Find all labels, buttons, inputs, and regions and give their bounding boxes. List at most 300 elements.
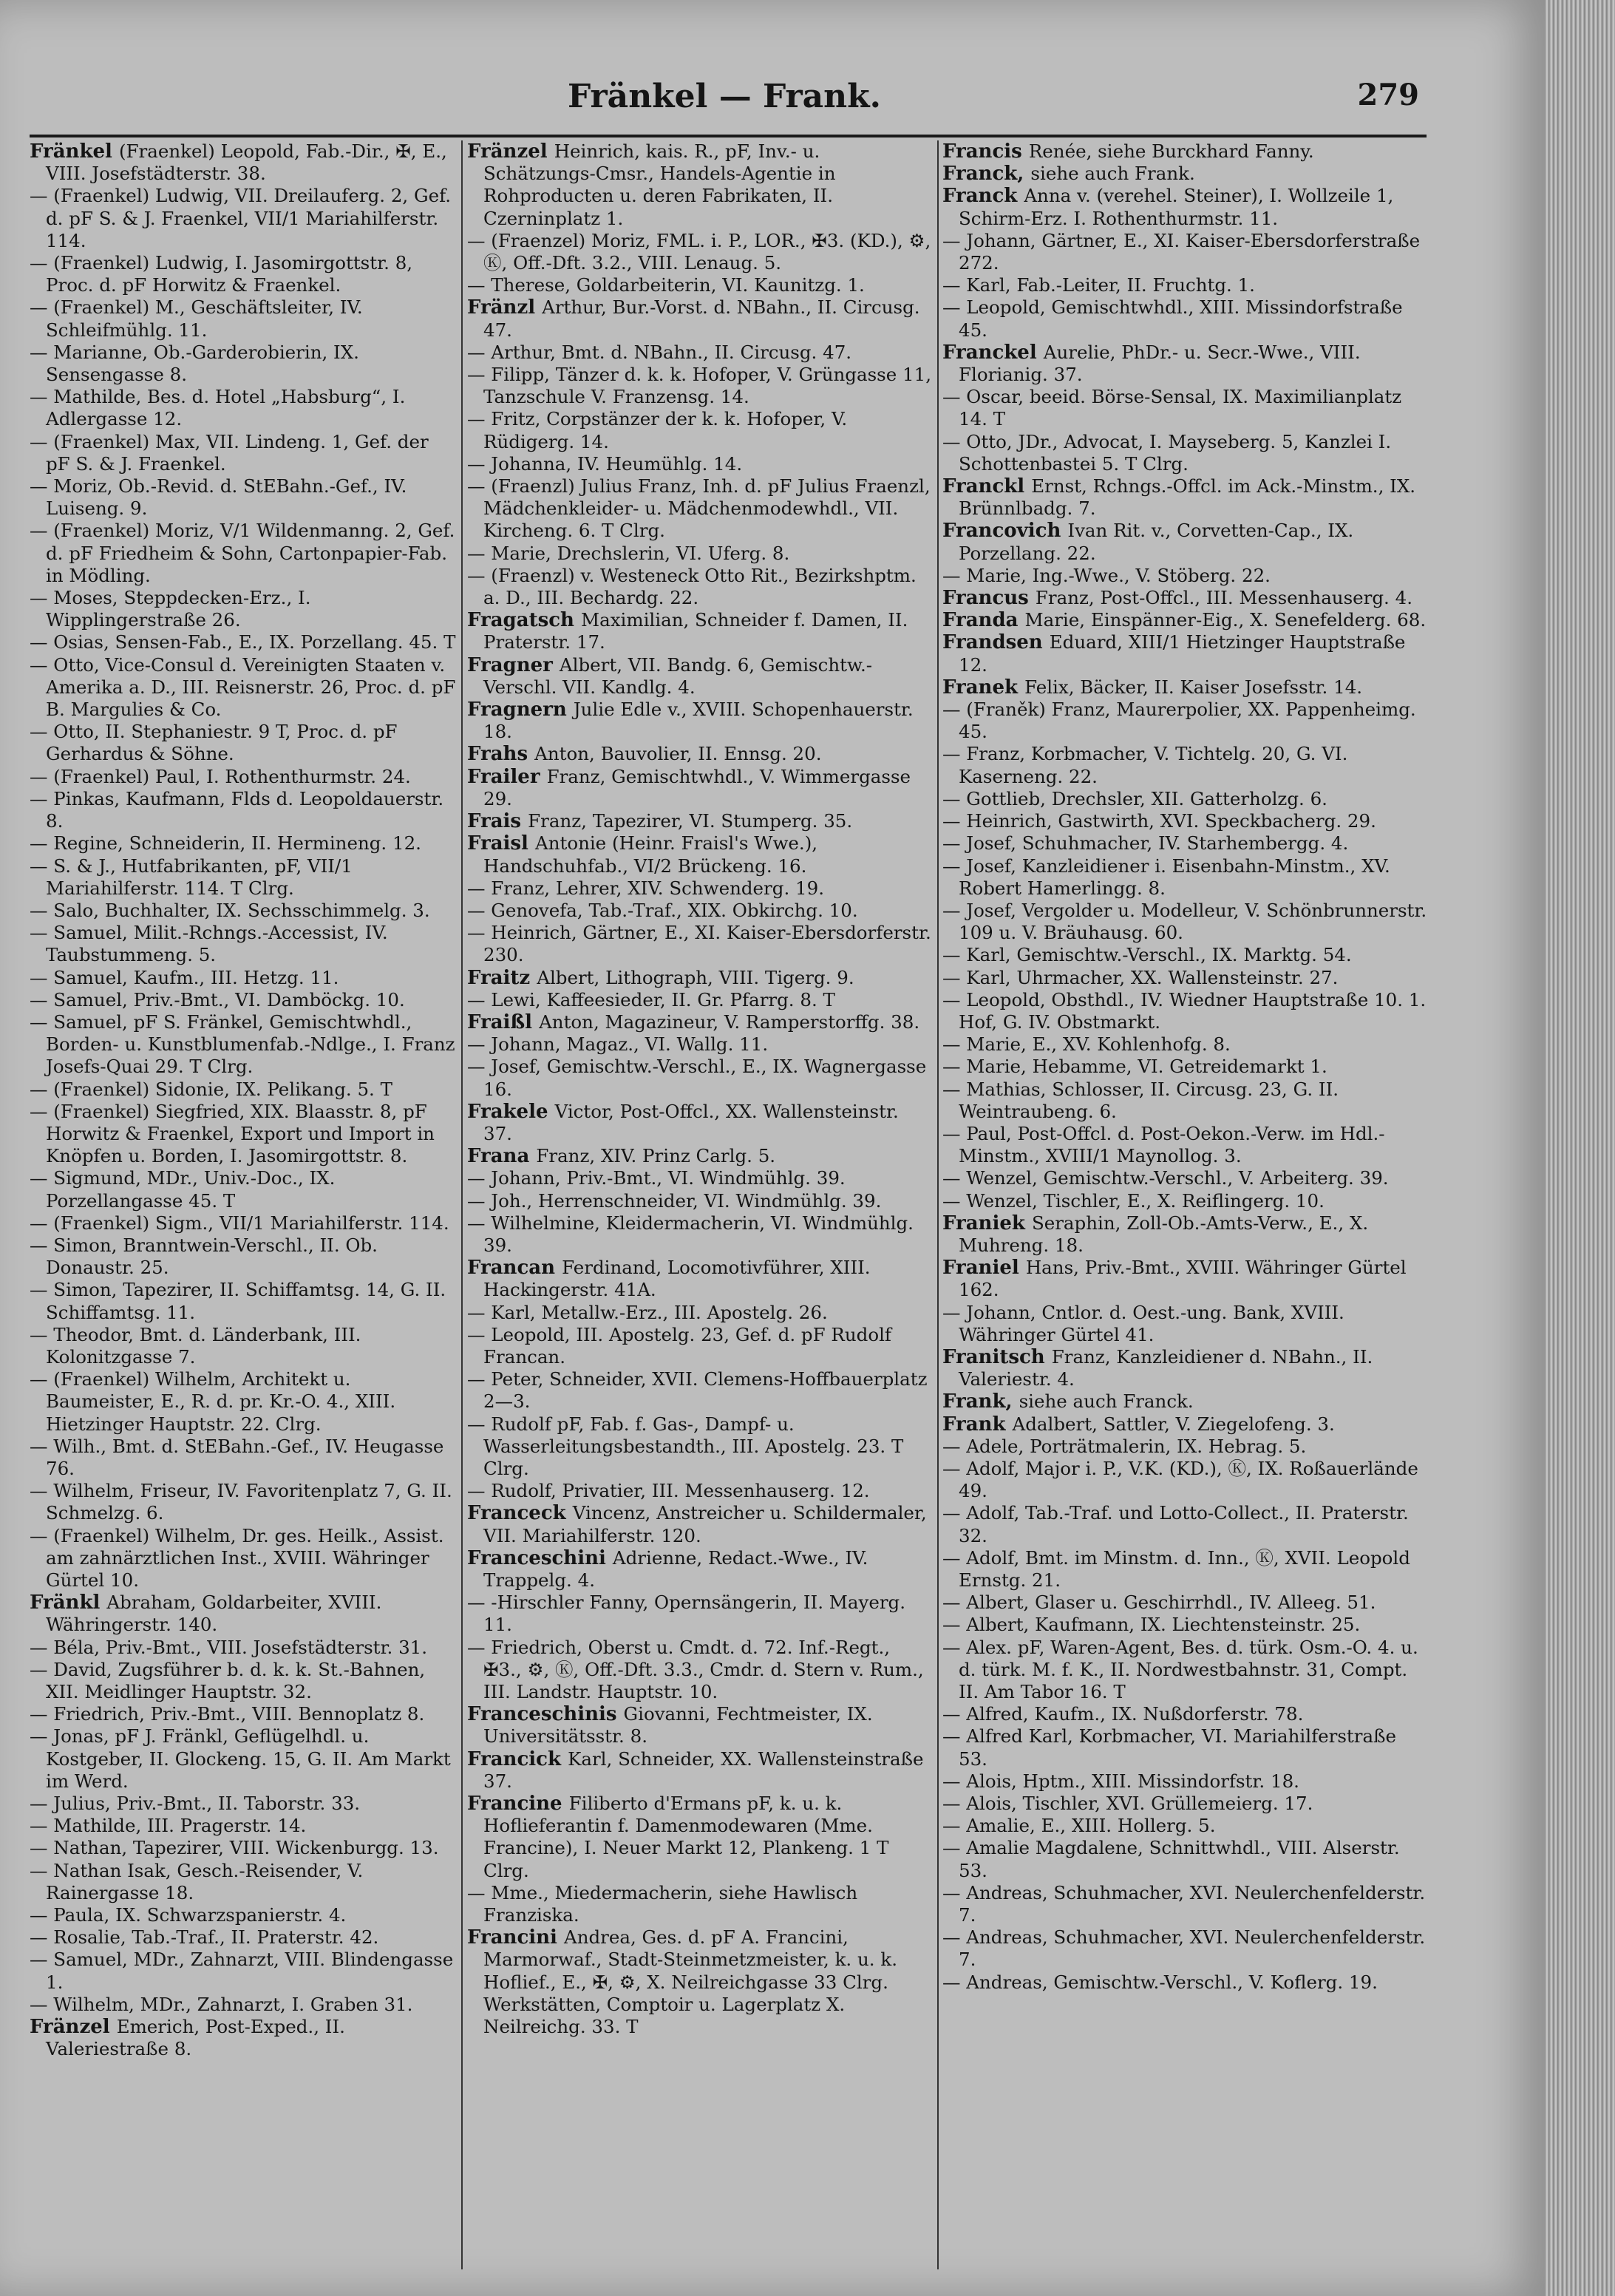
entry-text: Antonie (Heinr. Fraisl's Wwe.), Handschuhfab., VI/2 Brückeng. 16. xyxy=(483,832,818,877)
entry-text: — Otto, II. Stephaniestr. 9 T, Proc. d. pF Gerhardus & Söhne. xyxy=(30,721,398,765)
entry-text: — Wilhelm, MDr., Zahnarzt, I. Graben 31. xyxy=(30,1993,413,2015)
directory-entry xyxy=(30,296,458,341)
directory-entry xyxy=(30,788,458,832)
directory-entry xyxy=(30,1637,458,1659)
entry-text: — Otto, JDr., Advocat, I. Mayseberg. 5, Kanzlei I. Schottenbastei 5. T Clrg. xyxy=(942,430,1392,475)
directory-entry xyxy=(30,386,458,430)
entry-text: — Samuel, Milit.-Rchngs.-Accessist, IV. Taubstummeng. 5. xyxy=(30,922,388,966)
entry-text: — Regine, Schneiderin, II. Hermineng. 12. xyxy=(30,832,421,855)
entry-surname: Franda xyxy=(942,609,1025,632)
entry-text: Anna v. (verehel. Steiner), I. Wollzeile 1, Schirm-Erz. I. Rothenthurmstr. 11. xyxy=(959,185,1394,229)
directory-entry xyxy=(467,565,933,609)
directory-entry xyxy=(942,587,1430,609)
directory-entry xyxy=(942,1413,1430,1436)
directory-entry xyxy=(467,1882,933,1926)
directory-entry xyxy=(467,408,933,452)
entry-text: Arthur, Bur.-Vorst. d. NBahn., II. Circusg. 47. xyxy=(483,296,920,341)
entry-surname: Franiek xyxy=(942,1212,1032,1234)
directory-entry xyxy=(942,431,1430,475)
entry-text: — Johanna, IV. Heumühlg. 14. xyxy=(467,452,743,475)
directory-entry xyxy=(942,631,1430,676)
entry-text: — Josef, Kanzleidiener i. Eisenbahn-Minstm., XV. Robert Hamerlingg. 8. xyxy=(942,855,1390,899)
entry-text: — Johann, Priv.-Bmt., VI. Windmühlg. 39. xyxy=(467,1167,846,1189)
entry-text: — David, Zugsführer b. d. k. k. St.-Bahnen, XII. Meidlinger Hauptstr. 32. xyxy=(30,1658,426,1703)
entry-text: — Nathan Isak, Gesch.-Reisender, V. Rainergasse 18. xyxy=(30,1859,364,1903)
directory-entry xyxy=(30,967,458,989)
entry-text: Eduard, XIII/1 Hietzinger Hauptstraße 12. xyxy=(959,631,1406,676)
directory-entry xyxy=(467,699,933,743)
directory-entry xyxy=(30,1659,458,1703)
directory-entry xyxy=(942,855,1430,900)
entry-text: — Simon, Tapezirer, II. Schiffamtsg. 14, G. II. Schiffamtsg. 11. xyxy=(30,1279,446,1323)
entry-text: Felix, Bäcker, II. Kaiser Josefsstr. 14. xyxy=(1024,676,1363,698)
directory-entry xyxy=(30,1011,458,1079)
directory-entry xyxy=(942,1458,1430,1502)
directory-entry xyxy=(467,1926,933,2038)
entry-text: — Amalie Magdalene, Schnittwhdl., VIII. Alserstr. 53. xyxy=(942,1837,1400,1881)
entry-surname: Frahs xyxy=(467,743,535,766)
directory-entry xyxy=(30,520,458,587)
entry-text: — Filipp, Tänzer d. k. k. Hofoper, V. Grüngasse 11, Tanzschule V. Franzensg. 14. xyxy=(467,364,931,408)
directory-entry xyxy=(942,230,1430,274)
entry-text: Seraphin, Zoll-Ob.-Amts-Verw., E., X. Muhreng. 18. xyxy=(959,1212,1369,1256)
directory-entry xyxy=(942,1190,1430,1212)
entry-text: — (Fraenzel) Moriz, FML. i. P., LOR., ✠3. (KD.), ⚙, Ⓚ, Off.-Dft. 3.2., VIII. Lenaug. 5. xyxy=(467,229,931,274)
directory-entry xyxy=(467,654,933,699)
directory-entry xyxy=(30,1793,458,1815)
directory-entry xyxy=(942,185,1430,229)
directory-entry xyxy=(942,1033,1430,1056)
entry-text: — Andreas, Gemischtw.-Verschl., V. Koflerg. 19. xyxy=(942,1971,1378,1993)
directory-entry xyxy=(30,1703,458,1725)
entry-text: Franz, Kanzleidiener d. NBahn., II. Valeriestr. 4. xyxy=(959,1345,1373,1390)
directory-entry xyxy=(30,1212,458,1234)
directory-entry xyxy=(467,342,933,364)
entry-text: Ferdinand, Locomotivführer, XIII. Hackingerstr. 41A. xyxy=(483,1257,871,1301)
directory-entry xyxy=(30,631,458,653)
entry-surname: Francus xyxy=(942,587,1036,610)
directory-entry xyxy=(467,475,933,543)
directory-entry xyxy=(30,1525,458,1592)
directory-entry xyxy=(467,1257,933,1301)
entry-text: — (Fraenzl) Julius Franz, Inh. d. pF Julius Fraenzl, Mädchenkleider- u. Mädchenmodewhdl., VII. Kircheng. 6. T Clrg. xyxy=(467,475,931,542)
entry-text: — Moriz, Ob.-Revid. d. StEBahn.-Gef., IV. Luiseng. 9. xyxy=(30,475,407,520)
entry-surname: Franck xyxy=(942,185,1024,208)
entry-text: — (Fraenkel) Moriz, V/1 Wildenmanng. 2, Gef. d. pF Friedheim & Sohn, Cartonpapier-Fab. in Mödling. xyxy=(30,520,455,586)
directory-entry xyxy=(30,475,458,520)
directory-entry xyxy=(942,1056,1430,1078)
directory-entry xyxy=(30,1837,458,1859)
entry-text: siehe auch Franck. xyxy=(1019,1390,1194,1413)
directory-entry xyxy=(942,1436,1430,1458)
directory-entry xyxy=(467,1056,933,1100)
entry-text: — (Fraenkel) Sigm., VII/1 Mariahilferstr. 114. xyxy=(30,1212,449,1234)
directory-entry xyxy=(942,1637,1430,1704)
column-divider xyxy=(937,140,939,2269)
directory-entry xyxy=(30,1480,458,1524)
directory-entry xyxy=(942,1212,1430,1257)
entry-text: — Andreas, Schuhmacher, XVI. Neulerchenfelderstr. 7. xyxy=(942,1881,1426,1926)
entry-text: — Samuel, MDr., Zahnarzt, VIII. Blindengasse 1. xyxy=(30,1949,454,1993)
directory-entry xyxy=(467,810,933,832)
directory-entry xyxy=(30,252,458,296)
entry-text: Filiberto d'Ermans pF, k. u. k. Hoflieferantin f. Damenmodewaren (Mme. Francine), I. Neuer Markt 12, Plankeng. 1 T Clrg. xyxy=(483,1793,889,1881)
book-page-edge xyxy=(1545,0,1615,2296)
entry-text: — Rudolf, Privatier, III. Messenhauserg. 12. xyxy=(467,1480,870,1502)
entry-surname: Franckel xyxy=(942,341,1044,364)
directory-entry xyxy=(942,1079,1430,1123)
directory-entry xyxy=(942,520,1430,564)
entry-text: — Pinkas, Kaufmann, Flds d. Leopoldauerstr. 8. xyxy=(30,787,444,832)
directory-entry xyxy=(942,1614,1430,1636)
entry-surname: Frais xyxy=(467,810,528,833)
entry-surname: Fraißl xyxy=(467,1011,540,1033)
directory-entry xyxy=(467,1368,933,1413)
entry-surname: Francine xyxy=(467,1793,569,1816)
directory-entry xyxy=(942,1502,1430,1546)
directory-entry xyxy=(30,342,458,386)
directory-entry xyxy=(942,743,1430,787)
entry-text: — Mathias, Schlosser, II. Circusg. 23, G. II. Weintraubeng. 6. xyxy=(942,1078,1339,1122)
entry-text: — Wilh., Bmt. d. StEBahn.-Gef., IV. Heugasse 76. xyxy=(30,1435,444,1479)
entry-text: — Leopold, Obsthdl., IV. Wiedner Hauptstraße 10. 1. Hof, G. IV. Obstmarkt. xyxy=(942,988,1427,1033)
directory-entry xyxy=(30,1860,458,1904)
directory-entry xyxy=(467,900,933,922)
page-header xyxy=(30,70,1419,129)
entry-text: Albert, VII. Bandg. 6, Gemischtw.-Verschl. VII. Kandlg. 4. xyxy=(483,653,873,698)
entry-surname: Franek xyxy=(942,676,1025,699)
entry-text: — (Fraenkel) Max, VII. Lindeng. 1, Gef. der pF S. & J. Fraenkel. xyxy=(30,430,429,475)
directory-entry xyxy=(942,163,1430,185)
entry-surname: Franceschinis xyxy=(467,1703,624,1726)
entry-surname: Frank xyxy=(942,1413,1013,1436)
directory-entry xyxy=(942,832,1430,855)
entry-text: Anton, Bauvolier, II. Ennsg. 20. xyxy=(534,743,822,765)
directory-entry xyxy=(467,989,933,1011)
directory-entry xyxy=(942,1837,1430,1881)
directory-entry xyxy=(467,1413,933,1481)
entry-text: — Friedrich, Priv.-Bmt., VIII. Bennoplatz 8. xyxy=(30,1703,425,1725)
directory-entry xyxy=(30,1815,458,1837)
directory-entry xyxy=(467,1324,933,1368)
directory-entry xyxy=(942,296,1430,341)
directory-entry xyxy=(942,788,1430,810)
entry-text: — Albert, Glaser u. Geschirrhdl., IV. Alleeg. 51. xyxy=(942,1592,1376,1614)
entry-text: — (Fraenkel) Ludwig, I. Jasomirgottstr. 8, Proc. d. pF Horwitz & Fraenkel. xyxy=(30,252,413,296)
entry-surname: Francan xyxy=(467,1257,562,1280)
entry-text: Karl, Schneider, XX. Wallensteinstraße 37. xyxy=(483,1748,924,1792)
entry-text: — -Hirschler Fanny, Opernsängerin, II. Mayerg. 11. xyxy=(467,1592,906,1636)
entry-surname: Francovich xyxy=(942,520,1068,543)
entry-text: — (Fraenkel) Sidonie, IX. Pelikang. 5. T xyxy=(30,1078,392,1100)
entry-text: (Fraenkel) Leopold, Fab.-Dir., ✠, E., VIII. Josefstädterstr. 38. xyxy=(46,140,447,185)
entry-text: — Samuel, Kaufm., III. Hetzg. 11. xyxy=(30,966,339,988)
entry-text: — Andreas, Schuhmacher, XVI. Neulerchenfelderstr. 7. xyxy=(942,1926,1426,1971)
entry-text: — Albert, Kaufmann, IX. Liechtensteinstr. 25. xyxy=(942,1614,1361,1636)
entry-text: Franz, Tapezirer, VI. Stumperg. 35. xyxy=(528,810,853,832)
entry-text: — Rosalie, Tab.-Traf., II. Praterstr. 42. xyxy=(30,1926,379,1949)
directory-entry xyxy=(467,832,933,877)
entry-text: Franz, Post-Offcl., III. Messenhauserg. 4. xyxy=(1035,587,1413,609)
entry-text: — Alfred Karl, Korbmacher, VI. Mariahilferstraße 53. xyxy=(942,1725,1396,1770)
directory-entry xyxy=(467,453,933,475)
directory-entry xyxy=(942,810,1430,832)
entry-text: — Arthur, Bmt. d. NBahn., II. Circusg. 47. xyxy=(467,341,852,363)
entry-text: — Alex. pF, Waren-Agent, Bes. d. türk. Osm.-O. 4. u. d. türk. M. f. K., II. Nordwestbahnstr. 31, Compt. II. Am Tabor 16. T xyxy=(942,1636,1418,1703)
entry-surname: Franckl xyxy=(942,475,1032,498)
entry-text: — Paula, IX. Schwarzspanierstr. 4. xyxy=(30,1904,347,1926)
directory-entry xyxy=(942,274,1430,296)
entry-text: — Adele, Porträtmalerin, IX. Hebrag. 5. xyxy=(942,1435,1307,1457)
entry-text: siehe auch Frank. xyxy=(1030,163,1195,185)
directory-entry xyxy=(942,609,1430,631)
entry-text: Julie Edle v., XVIII. Schopenhauerstr. 18. xyxy=(483,699,914,743)
running-title: Fränkel — Frank. xyxy=(568,78,881,115)
entry-text: — Nathan, Tapezirer, VIII. Wickenburgg. 13. xyxy=(30,1837,439,1859)
entry-text: — Marianne, Ob.-Garderobierin, IX. Sensengasse 8. xyxy=(30,341,359,386)
entry-text: Ivan Rit. v., Corvetten-Cap., IX. Porzellang. 22. xyxy=(959,520,1354,564)
entry-text: — Julius, Priv.-Bmt., II. Taborstr. 33. xyxy=(30,1793,361,1815)
directory-entry xyxy=(467,1033,933,1056)
entry-text: — Osias, Sensen-Fab., E., IX. Porzellang. 45. T xyxy=(30,631,456,653)
directory-entry xyxy=(467,1011,933,1033)
entry-text: — Joh., Herrenschneider, VI. Windmühlg. 39. xyxy=(467,1189,882,1212)
entry-text: Giovanni, Fechtmeister, IX. Universitätsstr. 8. xyxy=(483,1703,873,1748)
entry-text: — Mme., Miedermacherin, siehe Hawlisch Franziska. xyxy=(467,1881,858,1926)
entry-text: — Fritz, Corpstänzer der k. k. Hofoper, V. Rüdigerg. 14. xyxy=(467,408,848,452)
entry-text: — Samuel, pF S. Fränkel, Gemischtwhdl., Borden- u. Kunstblumenfab.-Ndlge., I. Franz Josefs-Quai 29. T Clrg. xyxy=(30,1011,455,1078)
column-3 xyxy=(942,140,1430,2269)
directory-entry xyxy=(467,1703,933,1748)
directory-entry xyxy=(30,1368,458,1436)
entry-text: — Friedrich, Oberst u. Cmdt. d. 72. Inf.-Regt., ✠3., ⚙, Ⓚ, Off.-Dft. 3.3., Cmdr. d. Stern v. Rum., III. Landstr. Hauptstr. 10. xyxy=(467,1636,924,1703)
directory-entry xyxy=(942,944,1430,966)
entry-surname: Fränkel xyxy=(30,140,119,163)
column-divider xyxy=(461,140,463,2269)
entry-text: — Marie, Ing.-Wwe., V. Stöberg. 22. xyxy=(942,564,1271,586)
directory-entry xyxy=(942,967,1430,989)
directory-entry xyxy=(467,922,933,966)
directory-entry xyxy=(30,587,458,631)
directory-entry xyxy=(30,1436,458,1480)
directory-entry xyxy=(942,1257,1430,1301)
entry-text: — Josef, Gemischtw.-Verschl., E., IX. Wagnergasse 16. xyxy=(467,1056,927,1100)
directory-entry xyxy=(942,699,1430,743)
entry-text: Emerich, Post-Exped., II. Valeriestraße 8. xyxy=(46,2016,345,2060)
directory-entry xyxy=(467,1547,933,1592)
directory-entry xyxy=(467,766,933,810)
entry-text: — Wenzel, Gemischtw.-Verschl., V. Arbeiterg. 39. xyxy=(942,1167,1389,1189)
directory-entry xyxy=(467,140,933,230)
entry-text: — Adolf, Bmt. im Minstm. d. Inn., Ⓚ, XVII. Leopold Ernstg. 21. xyxy=(942,1546,1410,1591)
entry-text: — Karl, Metallw.-Erz., III. Apostelg. 26. xyxy=(467,1301,828,1323)
entry-text: — Johann, Cntlor. d. Oest.-ung. Bank, XVIII. Währinger Gürtel 41. xyxy=(942,1301,1344,1345)
directory-entry xyxy=(942,565,1430,587)
directory-entry xyxy=(942,1592,1430,1614)
page-number: 279 xyxy=(1357,78,1419,112)
entry-text: — (Fraenkel) Paul, I. Rothenthurmstr. 24. xyxy=(30,765,411,787)
directory-entry xyxy=(467,1212,933,1257)
entry-text: — Johann, Magaz., VI. Wallg. 11. xyxy=(467,1033,769,1056)
entry-text: — Béla, Priv.-Bmt., VIII. Josefstädterstr. 31. xyxy=(30,1636,428,1658)
directory-entry xyxy=(30,1949,458,1993)
directory-entry xyxy=(467,1302,933,1324)
entry-text: — Mathilde, Bes. d. Hotel „Habsburg“, I. Adlergasse 12. xyxy=(30,386,406,430)
directory-entry xyxy=(467,1145,933,1167)
entry-text: — Jonas, pF J. Fränkl, Geflügelhdl. u. Kostgeber, II. Glockeng. 15, G. II. Am Markt im Werd. xyxy=(30,1725,451,1792)
directory-entry xyxy=(467,274,933,296)
entry-text: — Adolf, Tab.-Traf. und Lotto-Collect., II. Praterstr. 32. xyxy=(942,1502,1409,1546)
directory-entry xyxy=(942,1926,1430,1971)
entry-text: Aurelie, PhDr.- u. Secr.-Wwe., VIII. Florianig. 37. xyxy=(959,341,1361,386)
entry-text: — S. & J., Hutfabrikanten, pF, VII/1 Mariahilferstr. 114. T Clrg. xyxy=(30,855,353,899)
directory-entry xyxy=(467,1190,933,1212)
directory-entry xyxy=(30,2016,458,2060)
directory-entry xyxy=(467,1167,933,1189)
directory-entry xyxy=(30,1079,458,1101)
entry-text: — Peter, Schneider, XVII. Clemens-Hoffbauerplatz 2—3. xyxy=(467,1368,928,1413)
directory-entry xyxy=(467,877,933,900)
entry-text: — Leopold, III. Apostelg. 23, Gef. d. pF Rudolf Francan. xyxy=(467,1323,891,1368)
entry-text: — Franz, Korbmacher, V. Tichtelg. 20, G. VI. Kaserneng. 22. xyxy=(942,743,1348,787)
directory-entry xyxy=(942,1770,1430,1793)
entry-text: Andrea, Ges. d. pF A. Francini, Marmorwaf., Stadt-Steinmetzmeister, k. u. k. Hoflief., E., ✠, ⚙, X. Neilreichgasse 33 Clrg. Werkstätten, Comptoir u. Lagerplatz X. Neilreichg. 33. T xyxy=(483,1926,897,2038)
entry-text: — Alois, Hptm., XIII. Missindorfstr. 18. xyxy=(942,1770,1299,1792)
entry-surname: Fraisl xyxy=(467,832,535,855)
directory-entry xyxy=(467,296,933,341)
directory-entry xyxy=(467,230,933,274)
directory-entry xyxy=(942,1302,1430,1346)
entry-text: Renée, siehe Burckhard Fanny. xyxy=(1028,140,1314,162)
column-2 xyxy=(467,140,933,2269)
directory-entry xyxy=(942,1346,1430,1390)
directory-entry xyxy=(30,1234,458,1279)
directory-entry xyxy=(942,1123,1430,1167)
directory-entry xyxy=(942,989,1430,1033)
entry-text: Adalbert, Sattler, V. Ziegelofeng. 3. xyxy=(1012,1413,1335,1435)
entry-text: Anton, Magazineur, V. Ramperstorffg. 38. xyxy=(539,1011,920,1033)
directory-entry xyxy=(30,1167,458,1212)
entry-text: Franz, Gemischtwhdl., V. Wimmergasse 29. xyxy=(483,765,911,809)
entry-surname: Franitsch xyxy=(942,1345,1052,1368)
entry-text: — Johann, Gärtner, E., XI. Kaiser-Ebersdorferstraße 272. xyxy=(942,229,1421,274)
directory-entry xyxy=(467,1502,933,1546)
entry-surname: Francis xyxy=(942,140,1029,163)
entry-text: — Otto, Vice-Consul d. Vereinigten Staaten v. Amerika a. D., III. Reisnerstr. 26, Proc. d. pF B. Margulies & Co. xyxy=(30,653,456,721)
entry-text: — (Fraenkel) M., Geschäftsleiter, IV. Schleifmühlg. 11. xyxy=(30,296,363,341)
entry-text: — (Fraenkel) Siegfried, XIX. Blaasstr. 8, pF Horwitz & Fraenkel, Export und Import in Knöpfen u. Borden, I. Jasomirgottstr. 8. xyxy=(30,1100,435,1167)
entry-surname: Frana xyxy=(467,1145,537,1168)
directory-entry xyxy=(30,766,458,788)
entry-text: — Sigmund, MDr., Univ.-Doc., IX. Porzellangasse 45. T xyxy=(30,1167,336,1212)
entry-text: — Karl, Gemischtw.-Verschl., IX. Marktg. 54. xyxy=(942,944,1352,966)
directory-entry xyxy=(942,1703,1430,1725)
directory-entry xyxy=(942,1882,1430,1926)
entry-surname: Fränzel xyxy=(467,140,554,163)
directory-entry xyxy=(30,922,458,966)
directory-entry xyxy=(30,1279,458,1323)
entry-text: Franz, XIV. Prinz Carlg. 5. xyxy=(536,1145,776,1167)
directory-entry xyxy=(467,364,933,408)
entry-surname: Francick xyxy=(467,1748,568,1770)
directory-entry xyxy=(30,900,458,922)
directory-entry xyxy=(942,342,1430,386)
directory-entry xyxy=(30,1592,458,1636)
directory-entry xyxy=(30,989,458,1011)
directory-entry xyxy=(942,1815,1430,1837)
entry-surname: Franck, xyxy=(942,163,1031,186)
entry-text: Ernst, Rchngs.-Offcl. im Ack.-Minstm., IX. Brünnlbadg. 7. xyxy=(959,475,1416,520)
entry-surname: Fragatsch xyxy=(467,609,582,632)
directory-entry xyxy=(30,140,458,185)
entry-text: — Alois, Tischler, XVI. Grüllemeierg. 17. xyxy=(942,1793,1313,1815)
entry-text: — (Fraenkel) Wilhelm, Dr. ges. Heilk., Assist. am zahnärztlichen Inst., XVIII. Währinger Gürtel 10. xyxy=(30,1524,444,1591)
entry-text: — Marie, Drechslerin, VI. Uferg. 8. xyxy=(467,542,790,564)
entry-text: Abraham, Goldarbeiter, XVIII. Währingerstr. 140. xyxy=(46,1592,382,1636)
entry-surname: Fragnern xyxy=(467,699,574,721)
entry-surname: Francini xyxy=(467,1926,564,1949)
entry-text: — Josef, Vergolder u. Modelleur, V. Schönbrunnerstr. 109 u. V. Bräuhausg. 60. xyxy=(942,899,1427,944)
directory-entry xyxy=(30,1101,458,1168)
directory-entry xyxy=(942,386,1430,430)
entry-surname: Franceck xyxy=(467,1502,573,1525)
entry-surname: Fränzl xyxy=(467,296,543,319)
entry-text: — Oscar, beeid. Börse-Sensal, IX. Maximilianplatz 14. T xyxy=(942,386,1402,430)
entry-text: — (Fraenkel) Ludwig, VII. Dreilauferg. 2, Gef. d. pF S. & J. Fraenkel, VII/1 Mariahilferstr. 114. xyxy=(30,185,452,251)
directory-entry xyxy=(467,967,933,989)
directory-entry xyxy=(467,1592,933,1636)
entry-text: — Therese, Goldarbeiterin, VI. Kaunitzg. 1. xyxy=(467,274,865,296)
entry-surname: Fraitz xyxy=(467,966,537,989)
entry-text: — Mathilde, III. Pragerstr. 14. xyxy=(30,1815,307,1837)
entry-text: — Lewi, Kaffeesieder, II. Gr. Pfarrg. 8. T xyxy=(467,988,835,1011)
directory-entry xyxy=(30,855,458,900)
directory-entry xyxy=(467,1637,933,1704)
entry-text: — Alfred, Kaufm., IX. Nußdorferstr. 78. xyxy=(942,1703,1304,1725)
entry-text: — Amalie, E., XIII. Hollerg. 5. xyxy=(942,1815,1216,1837)
entry-text: Maximilian, Schneider f. Damen, II. Praterstr. 17. xyxy=(483,609,908,653)
directory-entry xyxy=(467,1480,933,1502)
entry-surname: Frailer xyxy=(467,765,547,788)
directory-entry xyxy=(467,743,933,765)
directory-entry xyxy=(942,1971,1430,1994)
directory-entry xyxy=(30,1994,458,2016)
directory-entry xyxy=(942,1547,1430,1592)
entry-text: — Moses, Steppdecken-Erz., I. Wipplingerstraße 26. xyxy=(30,587,311,631)
entry-text: — Wilhelm, Friseur, IV. Favoritenplatz 7, G. II. Schmelzg. 6. xyxy=(30,1480,452,1524)
directory-entry xyxy=(467,1101,933,1145)
entry-text: — Marie, Hebamme, VI. Getreidemarkt 1. xyxy=(942,1056,1327,1078)
entry-text: — Theodor, Bmt. d. Länderbank, III. Kolonitzgasse 7. xyxy=(30,1323,361,1368)
entry-text: — Heinrich, Gärtner, E., XI. Kaiser-Ebersdorferstr. 230. xyxy=(467,922,931,966)
directory-entry xyxy=(942,1167,1430,1189)
entry-text: — Rudolf pF, Fab. f. Gas-, Dampf- u. Wasserleitungsbestandth., III. Apostelg. 23. T Clrg. xyxy=(467,1413,904,1479)
entry-text: Adrienne, Redact.-Wwe., IV. Trappelg. 4. xyxy=(483,1546,868,1591)
entry-text: — Paul, Post-Offcl. d. Post-Oekon.-Verw. im Hdl.-Minstm., XVIII/1 Maynollog. 3. xyxy=(942,1122,1385,1167)
entry-surname: Frakele xyxy=(467,1100,555,1123)
entry-text: — Karl, Uhrmacher, XX. Wallensteinstr. 27. xyxy=(942,966,1339,988)
directory-entry xyxy=(942,475,1430,520)
entry-text: — Adolf, Major i. P., V.K. (KD.), Ⓚ, IX. Roßauerlände 49. xyxy=(942,1457,1418,1502)
entry-text: — Marie, E., XV. Kohlenhofg. 8. xyxy=(942,1033,1231,1056)
entry-text: — Josef, Schuhmacher, IV. Starhembergg. 4. xyxy=(942,832,1349,855)
directory-entry xyxy=(30,1324,458,1368)
directory-entry xyxy=(30,185,458,252)
directory-entry xyxy=(30,1926,458,1949)
entry-text: — Karl, Fab.-Leiter, II. Fruchtg. 1. xyxy=(942,274,1255,296)
directory-entry xyxy=(467,1748,933,1793)
entry-text: Heinrich, kais. R., pF, Inv.- u. Schätzungs-Cmsr., Handels-Agentie in Rohproducten u. deren Fabrikaten, II. Czerninplatz 1. xyxy=(483,140,836,229)
